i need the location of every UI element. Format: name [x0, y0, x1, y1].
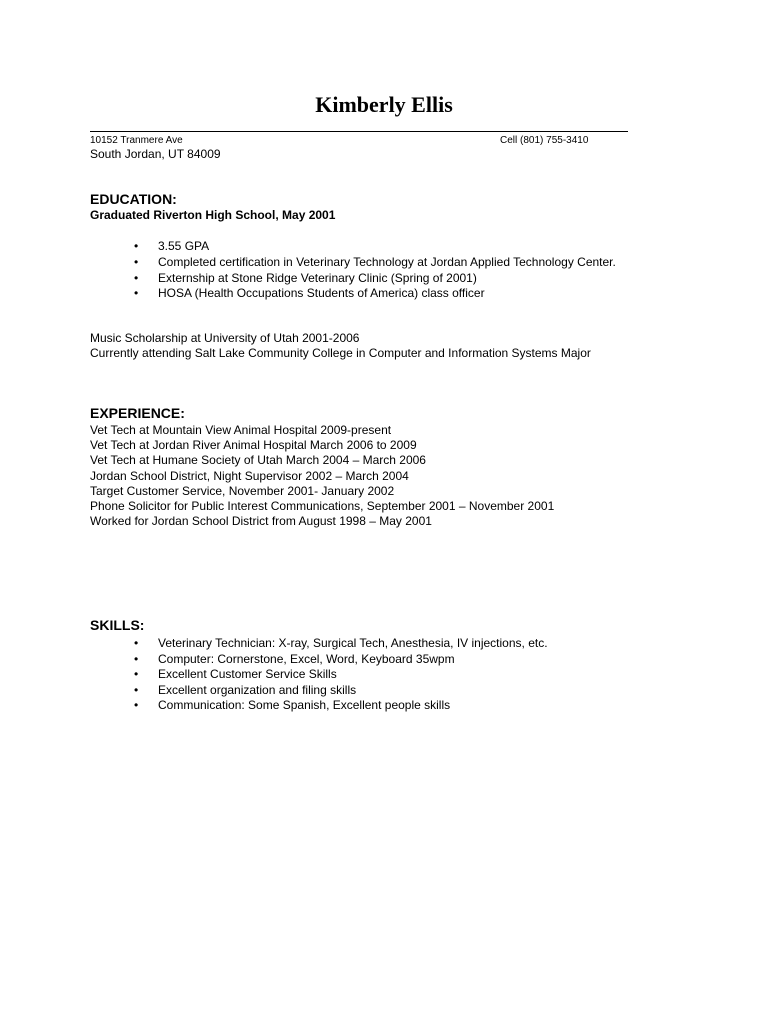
- list-item: • 3.55 GPA: [134, 239, 210, 253]
- experience-item: Jordan School District, Night Supervisor 2002 – March 2004: [90, 468, 409, 483]
- bullet-icon: •: [134, 239, 139, 253]
- list-item: • Excellent Customer Service Skills: [134, 667, 337, 682]
- address-street: 10152 Tranmere Ave: [90, 135, 183, 146]
- education-subheading: Graduated Riverton High School, May 2001: [90, 208, 336, 222]
- education-note: Music Scholarship at University of Utah 2001-2006: [90, 331, 360, 345]
- skills-heading: SKILLS:: [90, 617, 145, 633]
- header-divider: [90, 131, 628, 132]
- experience-list: [90, 423, 554, 529]
- education-note: Currently attending Salt Lake Community College in Computer and Information Systems Major: [90, 346, 591, 361]
- education-bullet-list: [90, 239, 616, 302]
- bullet-icon: •: [134, 667, 139, 682]
- bullet-icon: •: [134, 651, 139, 666]
- list-item: • Veterinary Technician: X-ray, Surgical Tech, Anesthesia, IV injections, etc.: [134, 636, 548, 650]
- list-item: • Completed certification in Veterinary Technology at Jordan Applied Technology Center.: [134, 254, 616, 269]
- experience-item: Vet Tech at Humane Society of Utah March 2004 – March 2006: [90, 453, 426, 468]
- bullet-icon: •: [134, 698, 139, 713]
- bullet-icon: •: [134, 682, 139, 697]
- experience-item: Target Customer Service, November 2001- January 2002: [90, 483, 395, 498]
- cell-phone: Cell (801) 755-3410: [500, 135, 589, 146]
- skills-bullet-list: [90, 636, 548, 714]
- experience-item: Vet Tech at Mountain View Animal Hospital 2009-present: [90, 423, 392, 437]
- list-item: • Excellent organization and filing skills: [134, 682, 357, 697]
- list-item: • Communication: Some Spanish, Excellent people skills: [134, 698, 451, 713]
- list-item: • Externship at Stone Ridge Veterinary Clinic (Spring of 2001): [134, 270, 477, 285]
- bullet-icon: •: [134, 270, 139, 285]
- address-city: South Jordan, UT 84009: [90, 147, 221, 161]
- experience-item: Vet Tech at Jordan River Animal Hospital March 2006 to 2009: [90, 438, 417, 453]
- bullet-icon: •: [134, 636, 139, 650]
- experience-heading: EXPERIENCE:: [90, 405, 185, 421]
- bullet-icon: •: [134, 254, 139, 269]
- education-notes: [90, 331, 591, 361]
- experience-item: Worked for Jordan School District from August 1998 – May 2001: [90, 514, 432, 529]
- education-heading: EDUCATION:: [90, 191, 177, 207]
- list-item: • Computer: Cornerstone, Excel, Word, Keyboard 35wpm: [134, 651, 455, 666]
- experience-item: Phone Solicitor for Public Interest Communications, September 2001 – November 2001: [90, 498, 555, 513]
- list-item: • HOSA (Health Occupations Students of America) class officer: [134, 286, 485, 301]
- bullet-icon: •: [134, 286, 139, 301]
- candidate-name: Kimberly Ellis: [315, 92, 453, 117]
